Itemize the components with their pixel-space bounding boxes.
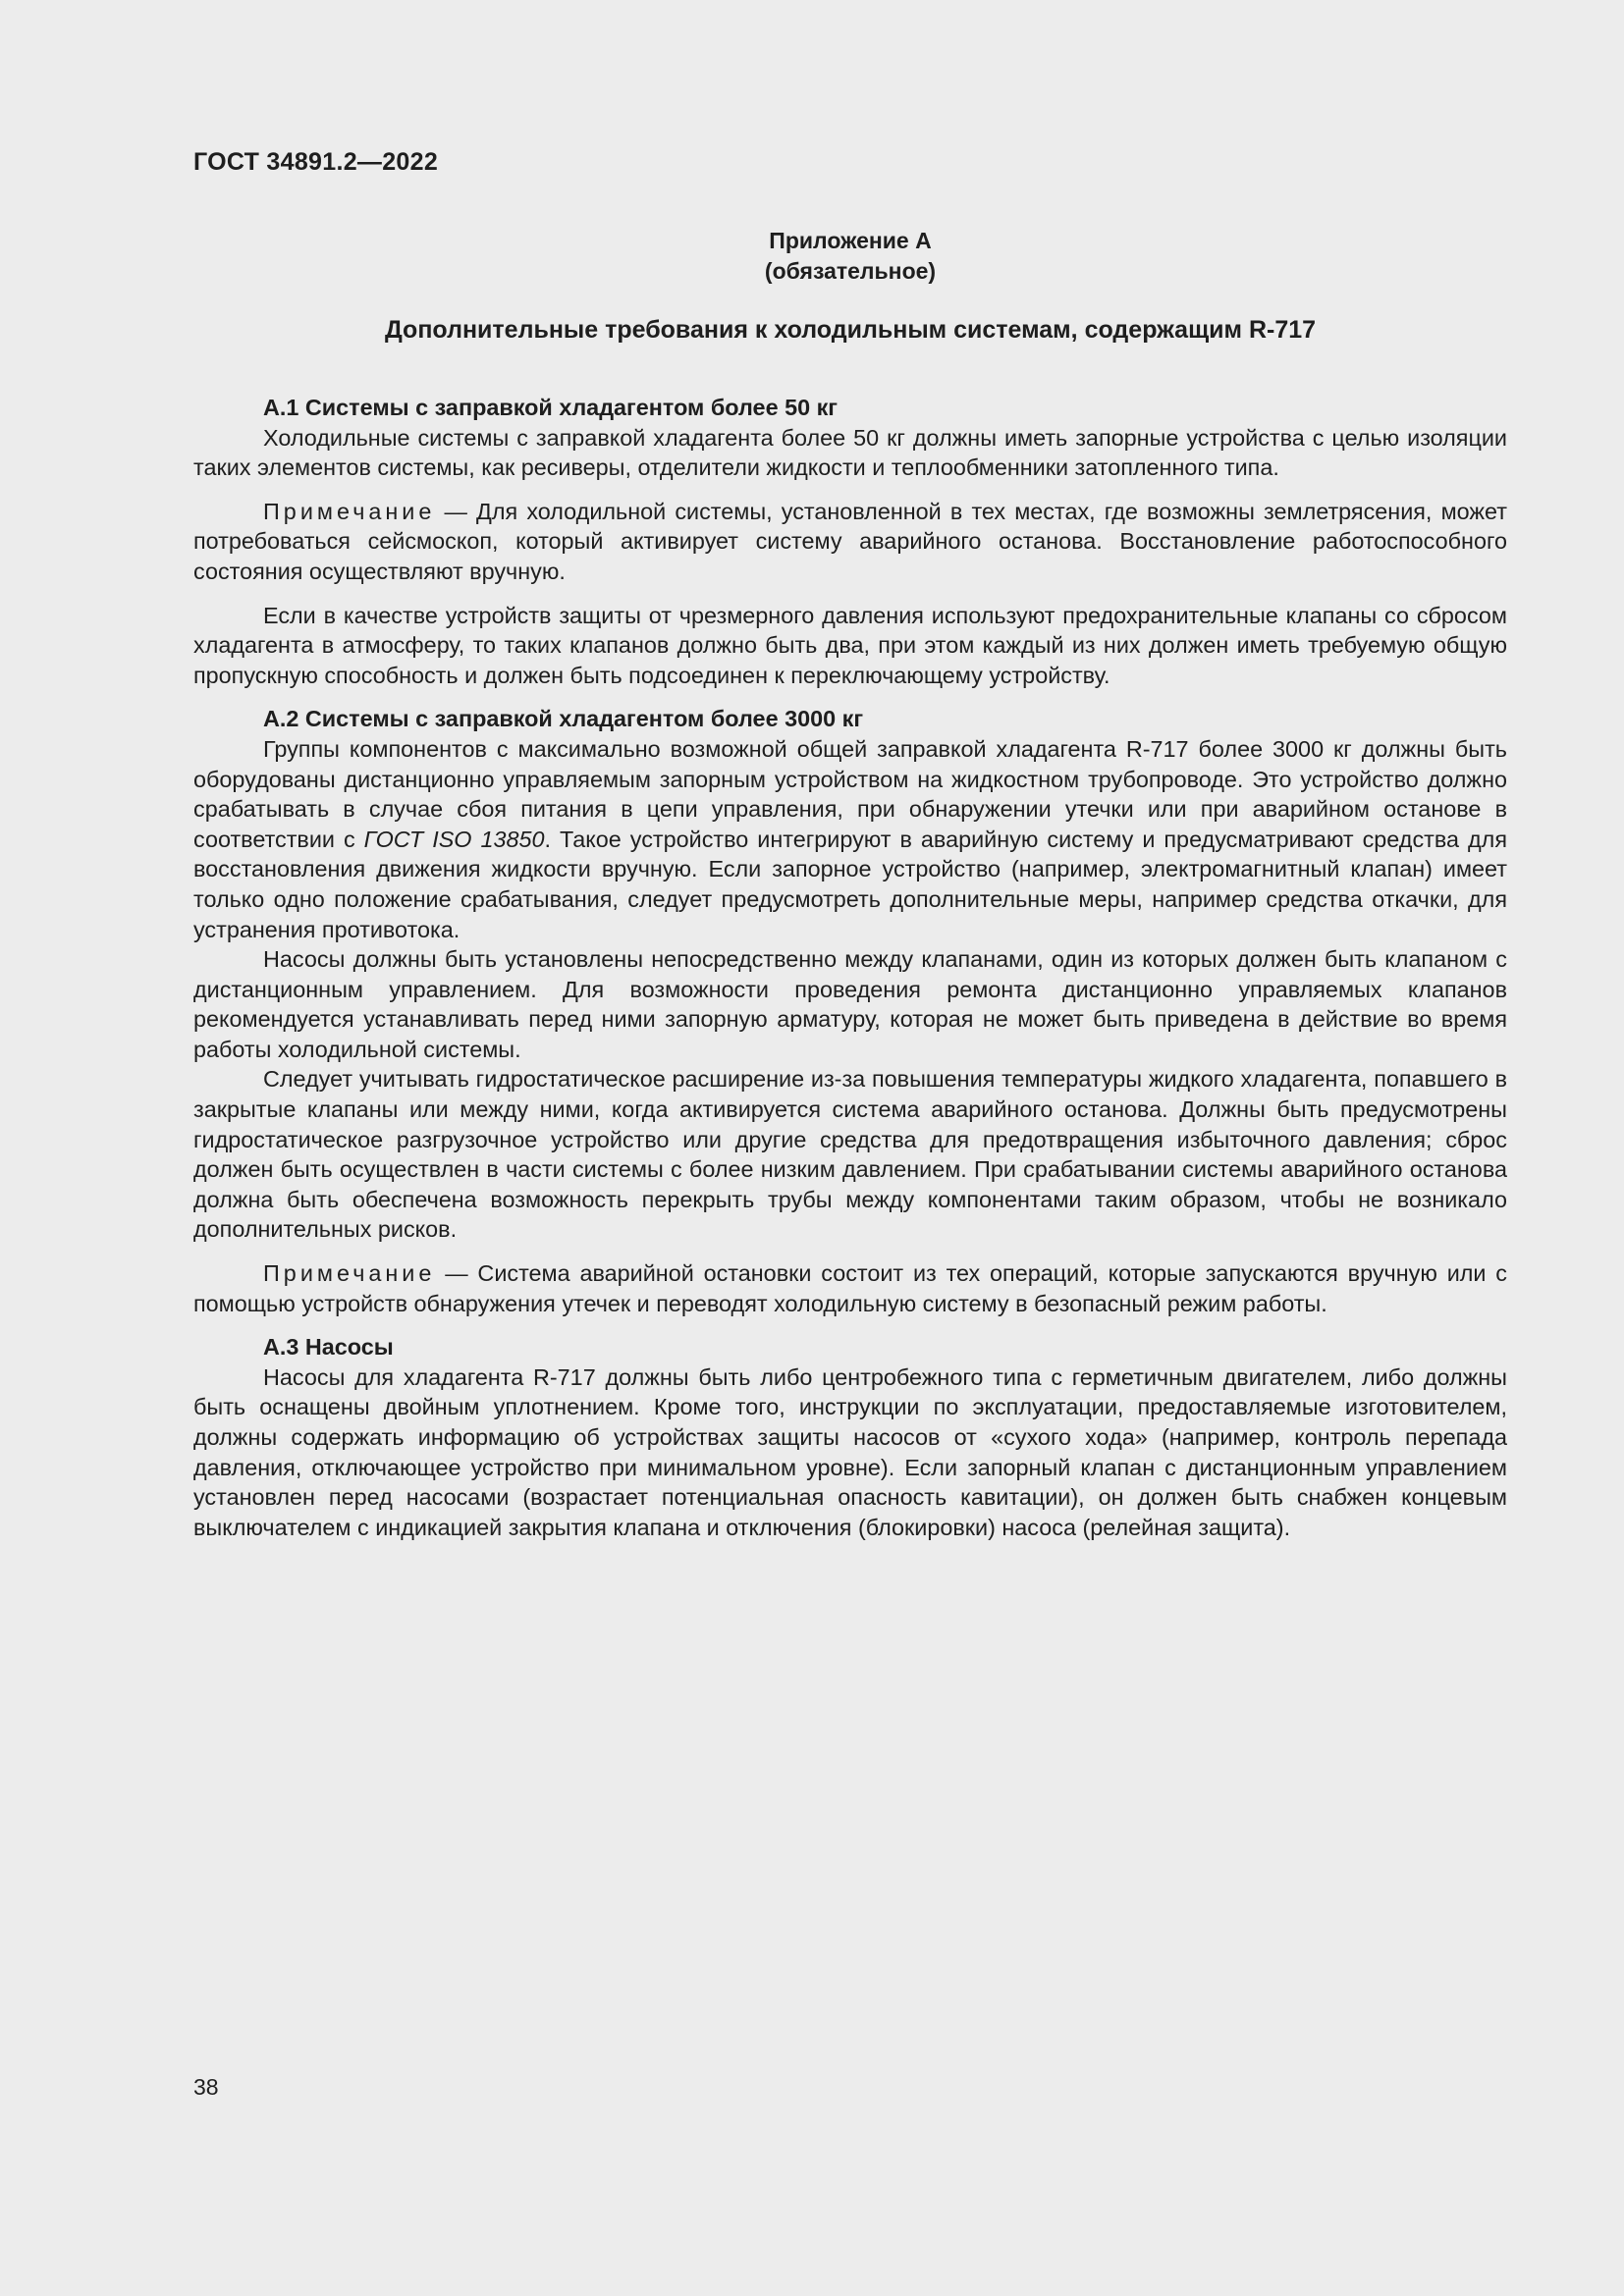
section-a2-paragraph-2: Насосы должны быть установлены непосредственно между клапанами, один из которых должен быть клапаном с дистанционным управлением. Для возможности проведения ремонта дистанционно управляемых клапанов рекомендуется устанавливать перед ними запорную арматуру, которая не может быть приведена в действие во время работы холодильной системы.: [193, 946, 1507, 1062]
note-label: Примечание: [263, 1260, 436, 1287]
section-a3-heading: А.3 Насосы: [263, 1334, 394, 1361]
paragraph-text-end: . Такое устройство интегрируют в аварийную систему и предусматривают средства для восстановления движения жидкости вручную. Если запорное устройство (например, электромагнитный клапан) имеет только одно положение срабатывания, следует предусмотреть дополнительные меры, например средства откачки, для устранения противотока.: [193, 826, 1507, 942]
section-a1-paragraph-2: Если в качестве устройств защиты от чрезмерного давления используют предохранительные клапаны со сбросом хладагента в атмосферу, то таких клапанов должно быть два, при этом каждый из них должен иметь требуемую общую пропускную способность и должен быть подсоединен к переключающему устройству.: [193, 602, 1507, 688]
section-a2-paragraph-3: Следует учитывать гидростатическое расширение из-за повышения температуры жидкого хладагента, попавшего в закрытые клапаны или между ними, когда активируется система аварийного останова. Должны быть предусмотрены гидростатическое разгрузочное устройство или другие средства для предотвращения избыточного давления; сброс должен быть осуществлен в части системы с более низким давлением. При срабатывании системы аварийного останова должна быть обеспечена возможность перекрыть трубы между компонентами таким образом, чтобы не возникало дополнительных рисков.: [193, 1066, 1507, 1243]
section-a3-paragraph-1: Насосы для хладагента R-717 должны быть либо центробежного типа с герметичным двигателем, либо должны быть оснащены двойным уплотнением. Кроме того, инструкции по эксплуатации, предоставляемые изготовителем, должны содержать информацию об устройствах защиты насосов от «сухого хода» (например, контроль перепада давления, отключающее устройство при минимальном уровне). Если запорный клапан с дистанционным управлением установлен перед насосами (возрастает потенциальная опасность кавитации), он должен быть снабжен концевым выключателем с индикацией закрытия клапана и отключения (блокировки) насоса (релейная защита).: [193, 1363, 1507, 1540]
section-a1-paragraph-1: Холодильные системы с заправкой хладагента более 50 кг должны иметь запорные устройства с целью изоляции таких элементов системы, как ресиверы, отделители жидкости и теплообменники затопленного типа.: [193, 424, 1507, 481]
document-title: Дополнительные требования к холодильным системам, содержащим R-717: [384, 316, 1317, 344]
section-a1-note: [193, 497, 1507, 587]
document-body: [193, 393, 1507, 1542]
section-a2-paragraph-1: [193, 734, 1507, 944]
page-header-standard-id: ГОСТ 34891.2—2022: [193, 148, 439, 176]
appendix-status: (обязательное): [764, 258, 937, 284]
appendix-title: Приложение А: [769, 228, 932, 253]
paragraph-text-start: Группы компонентов с максимально возможной общей заправкой хладагента R-717 более 3000 кг должны быть оборудованы дистанционно управляемым запорным устройством на жидкостном трубопроводе. Это устройство должно срабатывать в случае сбоя питания в цепи управления, при обнаружении утечки или при аварийном останове в соответствии с: [193, 735, 1507, 852]
section-a1-heading: А.1 Системы с заправкой хладагентом более 50 кг: [263, 395, 839, 420]
section-a2-heading: А.2 Системы с заправкой хладагентом более 3000 кг: [263, 706, 864, 732]
standard-reference: ГОСТ ISO 13850: [363, 826, 545, 852]
page-number: 38: [193, 2074, 219, 2100]
section-a2-note: [193, 1258, 1507, 1318]
note-text: — Для холодильной системы, установленной в тех местах, где возможны землетрясения, может потребоваться сейсмоскоп, который активирует систему аварийного останова. Восстановление работоспособного состояния осуществляют вручную.: [193, 498, 1507, 584]
note-text: — Система аварийной остановки состоит из тех операций, которые запускаются вручную или с помощью устройств обнаружения утечек и переводят холодильную систему в безопасный режим работы.: [193, 1260, 1507, 1316]
note-label: Примечание: [263, 498, 436, 524]
appendix-heading: [193, 226, 1507, 287]
